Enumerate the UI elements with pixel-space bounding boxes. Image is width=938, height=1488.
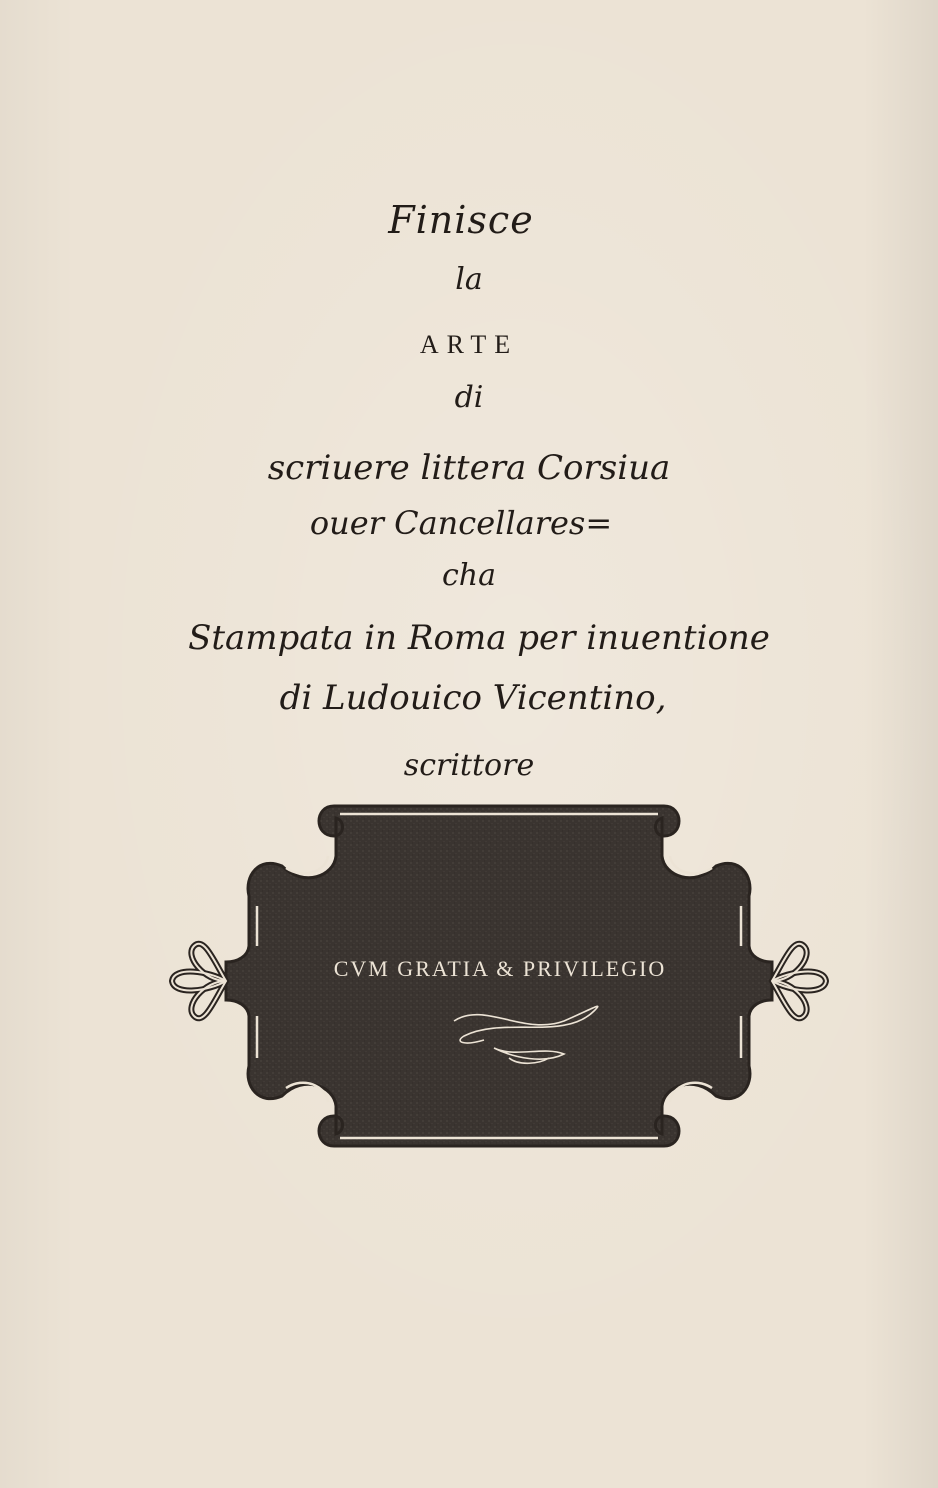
colophon-line-finisce: Finisce bbox=[388, 198, 534, 242]
colophon-line-arte: ARTE bbox=[419, 330, 519, 359]
privilege-cartouche bbox=[164, 796, 836, 1156]
colophon-line-stampata: Stampata in Roma per inuentione bbox=[188, 618, 770, 658]
colophon-line-scrittore: scrittore bbox=[403, 748, 535, 783]
colophon-line-cha: cha bbox=[441, 558, 496, 593]
colophon-line-di: di bbox=[454, 380, 484, 415]
colophon-line-ouer: ouer Cancellares= bbox=[309, 504, 613, 542]
colophon-line-la: la bbox=[455, 262, 483, 297]
privilege-inscription: CVM GRATIA & PRIVILEGIO bbox=[333, 956, 667, 981]
colophon-line-ludouico: di Ludouico Vicentino, bbox=[279, 678, 667, 718]
colophon-line-scriuere: scriuere littera Corsiua bbox=[267, 448, 671, 488]
